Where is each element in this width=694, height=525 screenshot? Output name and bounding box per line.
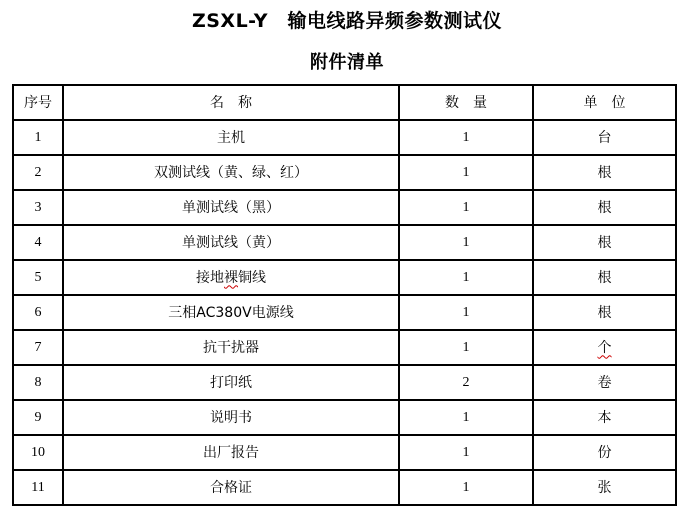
table-row	[13, 260, 676, 295]
cell-serial-number: 10	[13, 435, 63, 470]
text-segment: 双测试线（黄、绿、红）	[154, 164, 308, 181]
table-row	[13, 155, 676, 190]
table-row	[13, 400, 676, 435]
text-segment: 打印纸	[210, 374, 252, 391]
text-segment: 抗干扰器	[203, 339, 259, 356]
header-unit: 单 位	[533, 85, 676, 120]
cell-unit	[533, 330, 676, 365]
table-body	[13, 120, 676, 505]
cell-quantity: 1	[399, 225, 533, 260]
text-segment: 接地	[196, 269, 224, 286]
text-segment: 说明书	[210, 409, 252, 426]
cell-item-name	[63, 225, 399, 260]
cell-serial-number: 11	[13, 470, 63, 505]
cell-unit	[533, 435, 676, 470]
cell-item-name	[63, 400, 399, 435]
cell-unit	[533, 365, 676, 400]
cell-quantity: 1	[399, 155, 533, 190]
cell-item-name	[63, 330, 399, 365]
cell-serial-number: 2	[13, 155, 63, 190]
cell-quantity: 1	[399, 435, 533, 470]
text-segment: 主机	[217, 129, 245, 146]
table-row	[13, 365, 676, 400]
cell-quantity: 1	[399, 470, 533, 505]
cell-unit	[533, 225, 676, 260]
misspelled-text: 裸	[224, 269, 238, 286]
cell-item-name	[63, 155, 399, 190]
text-segment: 本	[597, 409, 612, 426]
cell-unit	[533, 120, 676, 155]
text-segment: 单测试线（黑）	[182, 199, 280, 216]
text-segment: 台	[597, 129, 612, 146]
cell-item-name	[63, 470, 399, 505]
page-title: ZSXL-Y 输电线路异频参数测试仪	[191, 10, 503, 32]
text-segment: 卷	[597, 374, 612, 391]
misspelled-text: 个	[597, 339, 612, 356]
cell-quantity: 2	[399, 365, 533, 400]
text-segment: 根	[597, 304, 612, 321]
text-segment: 根	[597, 199, 612, 216]
page-subtitle: 附件清单	[310, 52, 384, 73]
cell-serial-number: 3	[13, 190, 63, 225]
text-segment: 份	[597, 444, 612, 461]
header-quantity: 数 量	[399, 85, 533, 120]
table-row	[13, 330, 676, 365]
cell-item-name	[63, 190, 399, 225]
table-row	[13, 295, 676, 330]
header-item-name: 名 称	[63, 85, 399, 120]
table-row	[13, 190, 676, 225]
cell-unit	[533, 470, 676, 505]
text-segment: 合格证	[210, 479, 252, 496]
text-segment: 根	[597, 269, 612, 286]
cell-serial-number: 5	[13, 260, 63, 295]
attachment-table	[12, 84, 677, 506]
table-row	[13, 225, 676, 260]
cell-quantity: 1	[399, 120, 533, 155]
cell-item-name	[63, 120, 399, 155]
cell-serial-number: 6	[13, 295, 63, 330]
text-segment: 根	[597, 234, 612, 251]
cell-unit	[533, 260, 676, 295]
text-segment: 张	[597, 479, 612, 496]
text-segment: 三相AC380V电源线	[168, 304, 294, 321]
text-segment: 单测试线（黄）	[182, 234, 280, 251]
cell-serial-number: 4	[13, 225, 63, 260]
text-segment: 铜线	[238, 269, 266, 286]
cell-unit	[533, 295, 676, 330]
cell-quantity: 1	[399, 400, 533, 435]
cell-quantity: 1	[399, 190, 533, 225]
table-row	[13, 470, 676, 505]
header-serial-number: 序号	[13, 85, 63, 120]
cell-item-name	[63, 365, 399, 400]
cell-serial-number: 7	[13, 330, 63, 365]
cell-unit	[533, 155, 676, 190]
cell-item-name	[63, 295, 399, 330]
text-segment: 出厂报告	[203, 444, 259, 461]
table-row	[13, 435, 676, 470]
table-row	[13, 120, 676, 155]
cell-item-name	[63, 260, 399, 295]
cell-serial-number: 1	[13, 120, 63, 155]
table-header-row	[13, 85, 676, 120]
cell-unit	[533, 190, 676, 225]
cell-serial-number: 8	[13, 365, 63, 400]
cell-quantity: 1	[399, 260, 533, 295]
cell-item-name	[63, 435, 399, 470]
cell-quantity: 1	[399, 330, 533, 365]
text-segment: 根	[597, 164, 612, 181]
cell-unit	[533, 400, 676, 435]
cell-quantity: 1	[399, 295, 533, 330]
cell-serial-number: 9	[13, 400, 63, 435]
